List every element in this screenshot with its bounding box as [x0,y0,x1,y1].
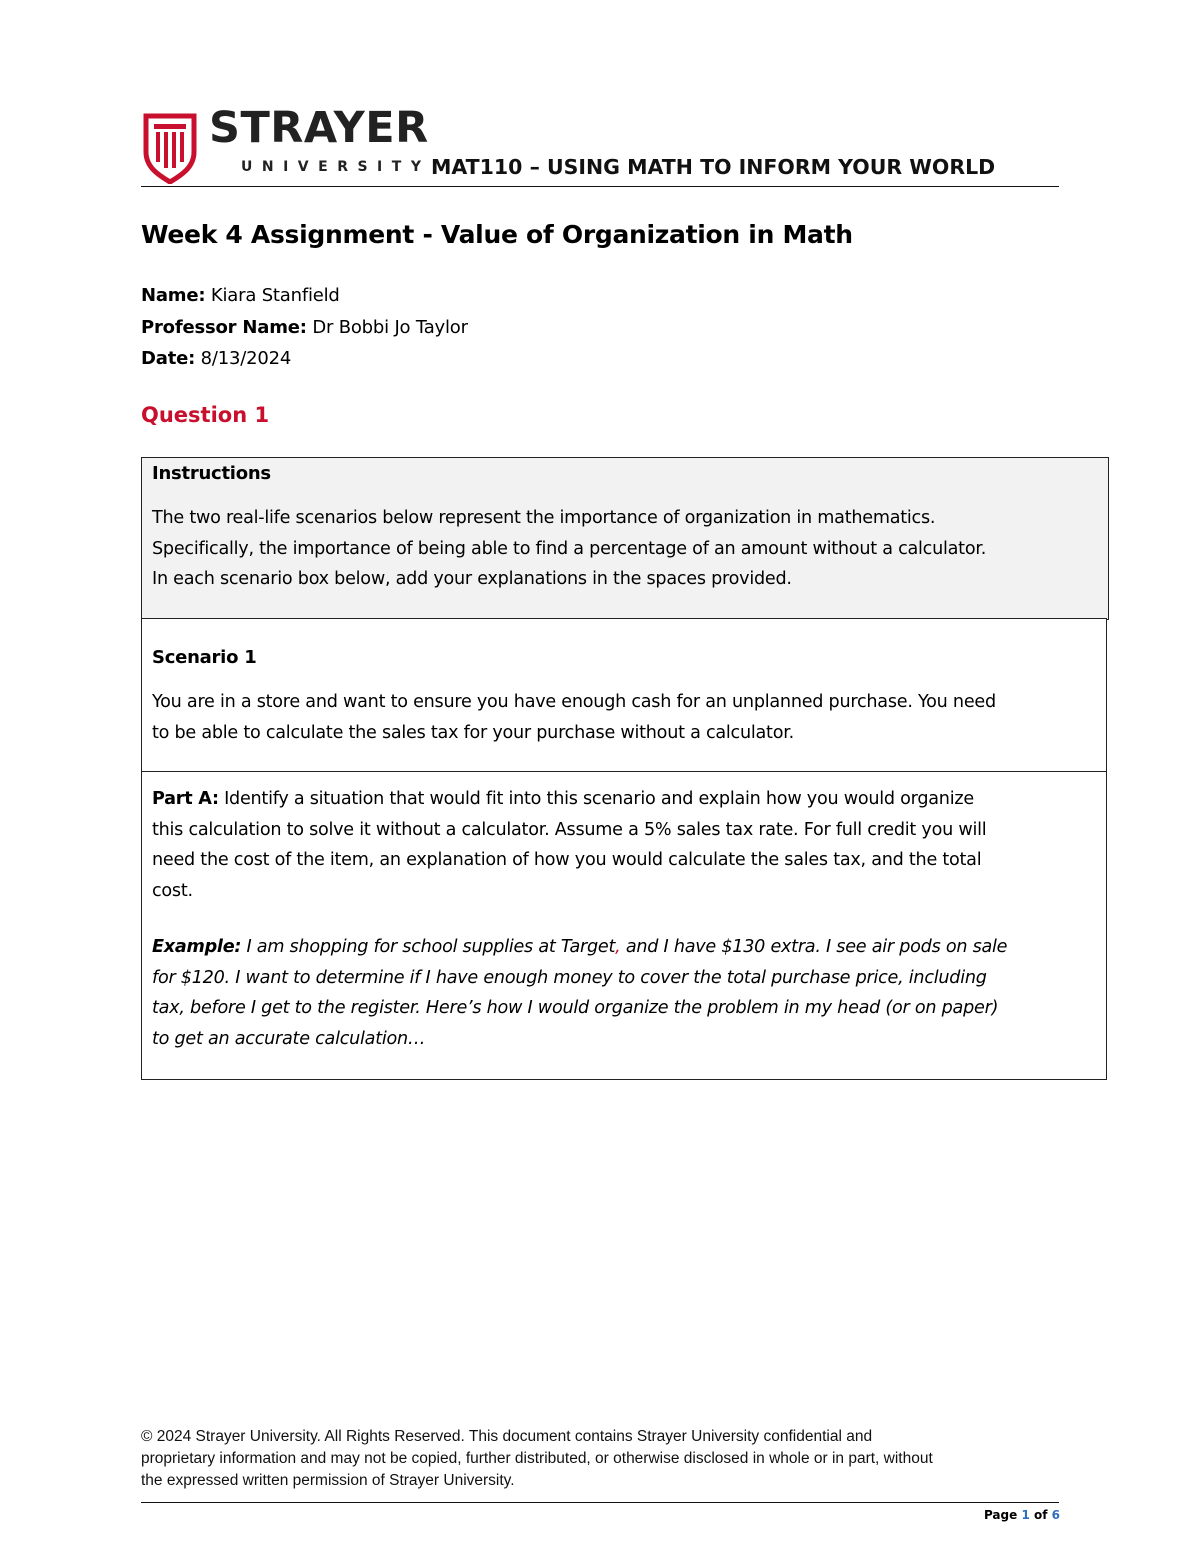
page-total: 6 [1051,1508,1060,1522]
date-row [141,350,291,368]
part-a-line1: Identify a situation that would fit into this scenario and explain how you would organize [218,789,974,809]
instructions-text [152,503,1097,595]
professor-label: Professor Name: [141,317,307,338]
example-text [152,932,1097,1054]
scenario-heading: Scenario 1 [152,647,257,668]
copyright-line: the expressed written permission of Strayer University. [141,1472,515,1489]
date-label: Date: [141,348,196,369]
instructions-line: Specifically, the importance of being able to find a percentage of an amount without a calculator. [152,538,987,559]
scenario-line: to be able to calculate the sales tax for your purchase without a calculator. [152,722,794,743]
logo-wordmark: STRAYER [209,103,429,153]
page-of: of [1033,1508,1048,1522]
example-label: Example: [152,937,242,957]
example-line1a: I am shopping for school supplies at Target [241,937,616,957]
name-value: Kiara Stanfield [210,285,340,306]
example-line: tax, before I get to the register. Here’s how I would organize the problem in my head (or on paper) [152,998,999,1018]
copyright-line: proprietary information and may not be copied, further distributed, or otherwise disclosed in whole or in part, without [141,1450,933,1467]
professor-value: Dr Bobbi Jo Taylor [312,317,468,338]
scenario-text [152,687,1097,748]
part-a-line: need the cost of the item, an explanation of how you would calculate the sales tax, and the total [152,850,982,870]
part-a-line [152,784,1097,815]
part-a-text [152,784,1097,906]
assignment-title: Week 4 Assignment - Value of Organization in Math [141,220,853,249]
name-row [141,287,340,305]
part-a-line: cost. [152,880,193,901]
example-comma: , [615,937,621,957]
page-word: Page [983,1508,1018,1522]
date-value: 8/13/2024 [200,348,292,369]
example-line1b: and I have $130 extra. I see air pods on sale [620,937,1008,957]
instructions-heading: Instructions [152,463,271,484]
example-line [152,932,1097,963]
page-current: 1 [1021,1508,1030,1522]
name-label: Name: [141,285,206,306]
copyright-line: © 2024 Strayer University. All Rights Reserved. This document contains Strayer University confidential and [141,1428,873,1445]
header-rule [141,186,1059,187]
strayer-logo-icon [140,112,200,184]
part-a-label: Part A: [152,789,219,809]
footer-rule [141,1502,1059,1503]
copyright-notice [141,1426,1061,1492]
course-title: MAT110 – USING MATH TO INFORM YOUR WORLD [431,155,996,179]
logo-subtitle: UNIVERSITY [241,159,431,175]
example-line: to get an accurate calculation… [152,1028,426,1049]
example-line: for $120. I want to determine if I have enough money to cover the total purchase price, including [152,967,987,988]
page-number [960,1508,1060,1522]
instructions-line: The two real-life scenarios below represent the importance of organization in mathematics. [152,508,936,528]
question-heading: Question 1 [141,403,270,427]
instructions-line: In each scenario box below, add your explanations in the spaces provided. [152,569,792,589]
part-a-line: this calculation to solve it without a calculator. Assume a 5% sales tax rate. For full credit you will [152,819,987,840]
professor-row [141,319,468,337]
scenario-line: You are in a store and want to ensure you have enough cash for an unplanned purchase. You need [152,692,996,712]
